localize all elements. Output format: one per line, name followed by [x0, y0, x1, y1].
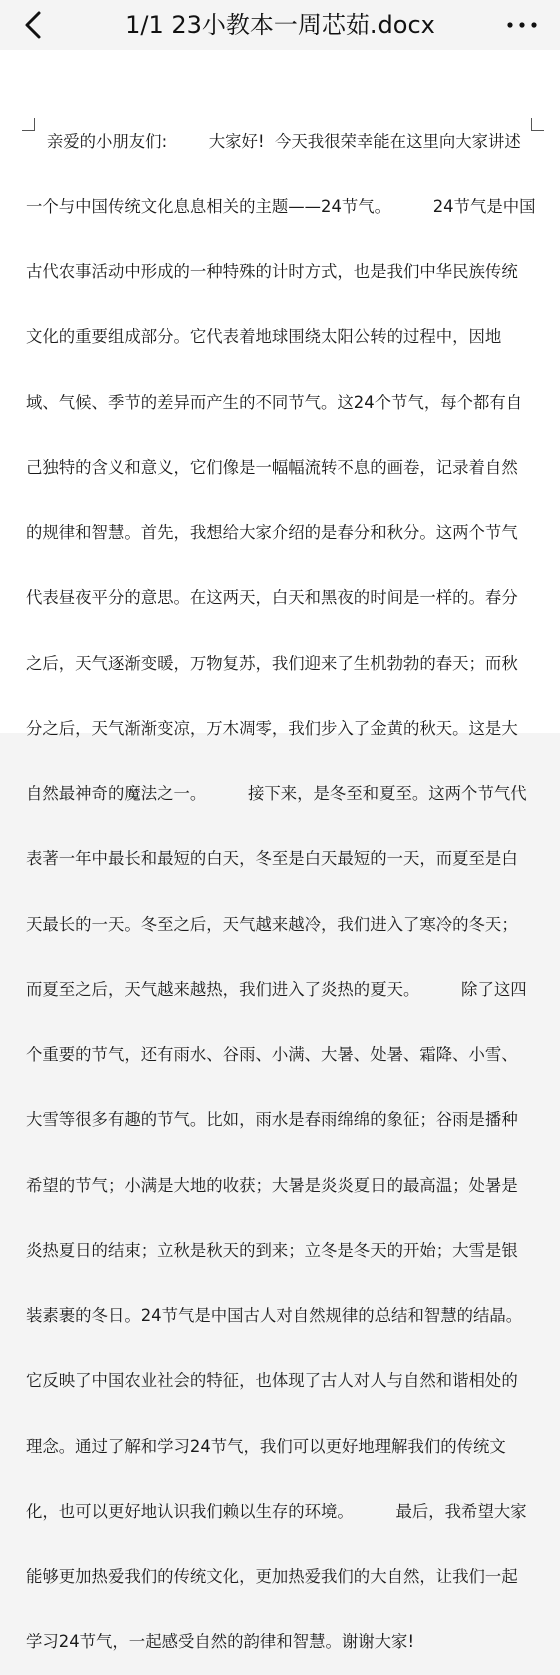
document-line: 一个与中国传统文化息息相关的主题——24节气。 24节气是中国 [26, 196, 536, 216]
document-line: 能够更加热爱我们的传统文化，更加热爱我们的大自然，让我们一起 [26, 1567, 518, 1586]
document-line: 代表昼夜平分的意思。在这两天，白天和黑夜的时间是一样的。春分 [26, 588, 518, 608]
document-line: 装素裹的冬日。24节气是中国古人对自然规律的总结和智慧的结晶。 [26, 1306, 523, 1325]
document-line: 个重要的节气，还有雨水、谷雨、小满、大暑、处暑、霜降、小雪、 [26, 1045, 518, 1064]
document-line: 炎热夏日的结束；立秋是秋天的到来；立冬是冬天的开始；大雪是银 [26, 1240, 518, 1260]
document-line: 古代农事活动中形成的一种特殊的计时方式，也是我们中华民族传统 [26, 262, 518, 281]
document-line: 的规律和智慧。首先，我想给大家介绍的是春分和秋分。这两个节气 [26, 523, 518, 542]
more-dots-icon [502, 8, 542, 42]
document-line: 自然最神奇的魔法之一。 接下来，是冬至和夏至。这两个节气代 [26, 784, 527, 803]
document-line: 域、气候、季节的差异而产生的不同节气。这24个节气，每个都有自 [26, 392, 523, 412]
document-line: 大雪等很多有趣的节气。比如，雨水是春雨绵绵的象征；谷雨是播种 [26, 1110, 518, 1130]
document-title: 1/1 23小教本一周芯茹.docx [125, 11, 435, 39]
document-line: 希望的节气；小满是大地的收获；大暑是炎炎夏日的最高温；处暑是 [26, 1175, 518, 1195]
document-line: 分之后，天气渐渐变凉，万木凋零，我们步入了金黄的秋天。这是大 [26, 718, 518, 738]
document-line: 之后，天气逐渐变暖，万物复苏，我们迎来了生机勃勃的春天；而秋 [26, 653, 518, 673]
document-line: 表著一年中最长和最短的白天，冬至是白天最短的一天，而夏至是白 [26, 849, 518, 869]
document-line: 化，也可以更好地认识我们赖以生存的环境。 最后，我希望大家 [26, 1501, 527, 1521]
back-button[interactable] [18, 8, 52, 42]
document-line: 文化的重要组成部分。它代表着地球围绕太阳公转的过程中，因地 [26, 327, 502, 347]
document-body [26, 87, 536, 1675]
document-line: 己独特的含义和意义，它们像是一幅幅流转不息的画卷，记录着自然 [26, 457, 518, 477]
document-line: 学习24节气，一起感受自然的韵律和智慧。谢谢大家! [26, 1632, 415, 1652]
document-line: 而夏至之后，天气越来越热，我们进入了炎热的夏天。 除了这四 [26, 979, 527, 999]
document-line: 亲爱的小朋友们: 大家好! 今天我很荣幸能在这里向大家讲述 [26, 131, 521, 151]
document-line: 天最长的一天。冬至之后，天气越来越冷，我们进入了寒冷的冬天； [26, 914, 518, 934]
chevron-left-icon [18, 8, 52, 42]
document-line: 理念。通过了解和学习24节气，我们可以更好地理解我们的传统文 [26, 1436, 506, 1456]
document-line: 它反映了中国农业社会的特征，也体现了古人对人与自然和谐相处的 [26, 1371, 518, 1391]
more-options-button[interactable] [502, 8, 542, 42]
top-bar [0, 0, 560, 50]
